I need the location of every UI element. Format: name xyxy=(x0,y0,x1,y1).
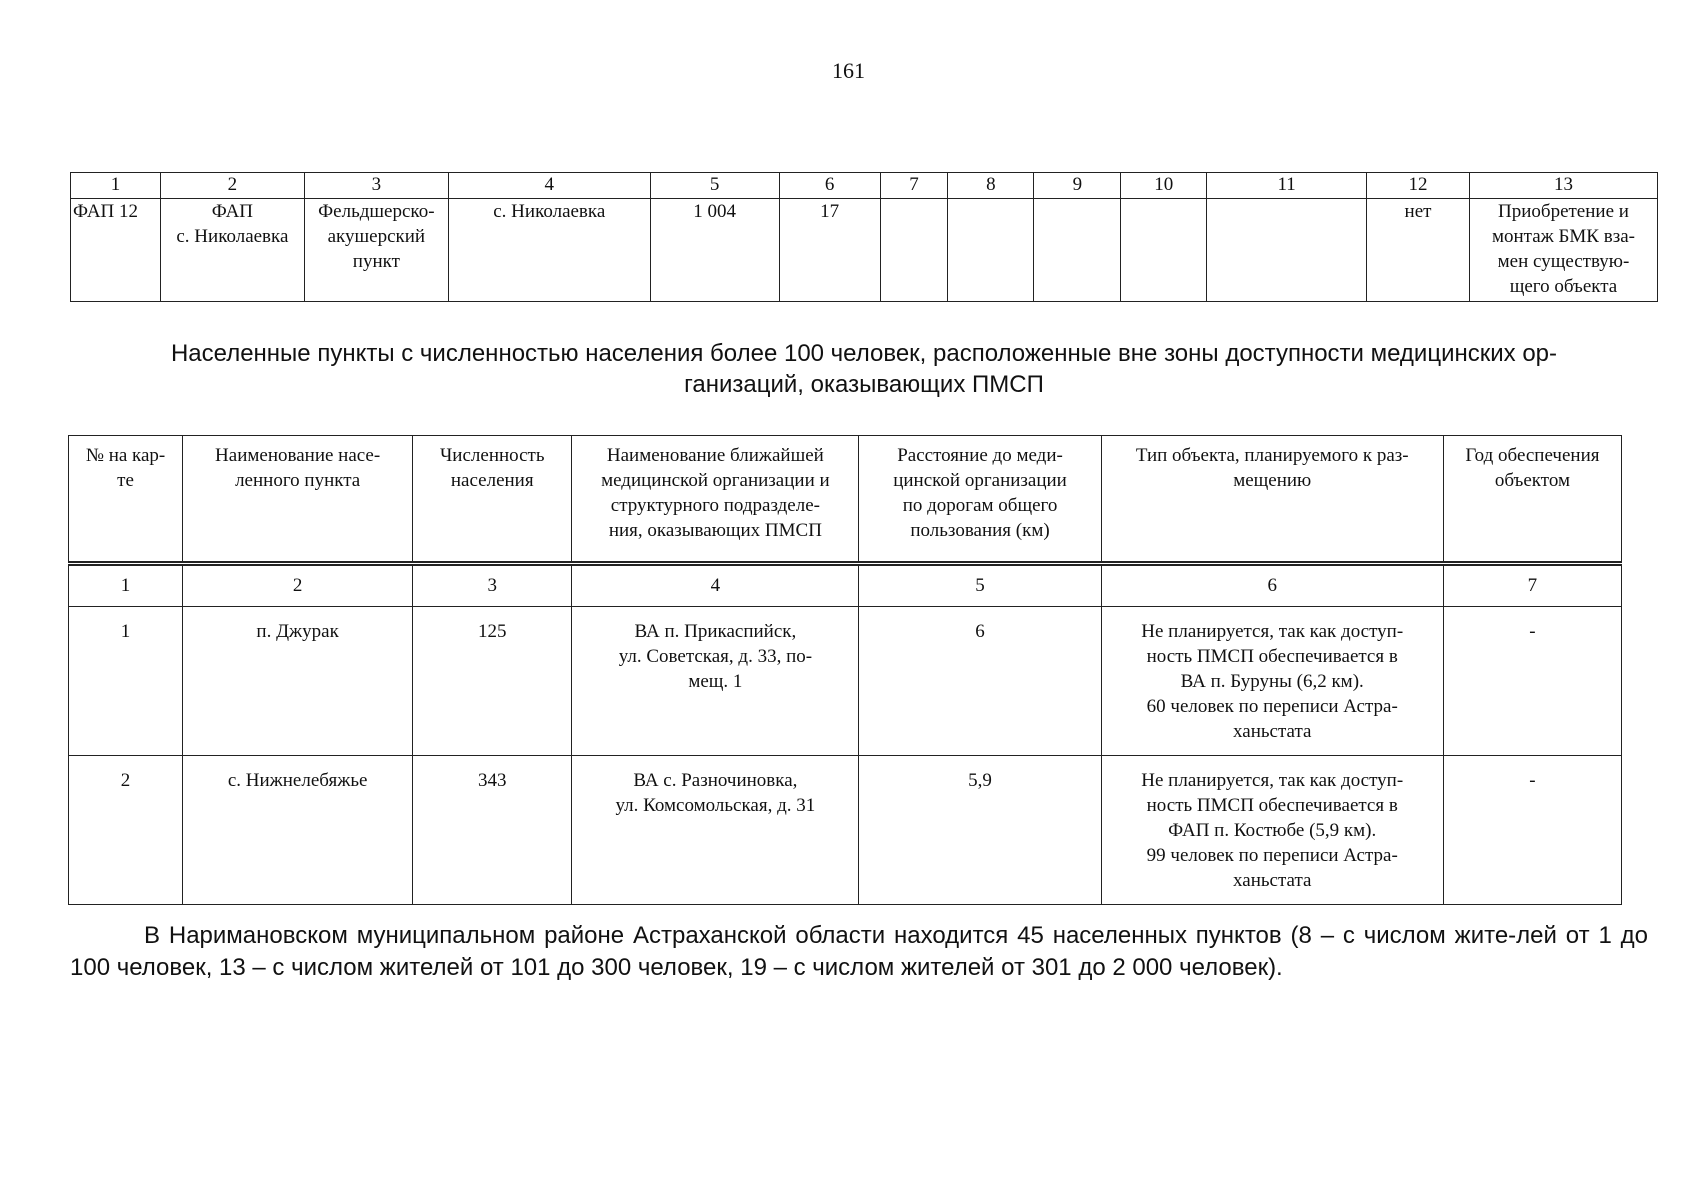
header-line: Расстояние до меди- xyxy=(897,445,1063,466)
header-object-type xyxy=(1101,436,1443,564)
empty-cell xyxy=(948,199,1034,302)
text-line: Приобретение и xyxy=(1498,201,1629,222)
header-map-number xyxy=(69,436,183,564)
column-number: 3 xyxy=(304,173,448,199)
header-line: Наименование ближайшей xyxy=(606,445,824,466)
header-line: мещению xyxy=(1233,470,1312,491)
header-line: Тип объекта, планируемого к раз- xyxy=(1135,445,1409,466)
nearest-organization xyxy=(572,607,859,756)
header-line: структурного подразделе- xyxy=(610,495,820,516)
header-line: Наименование насе- xyxy=(215,445,381,466)
population: 125 xyxy=(413,607,572,756)
page-number: 161 xyxy=(832,58,865,83)
facility-name xyxy=(160,199,304,302)
header-year xyxy=(1443,436,1621,564)
text-line: щего объекта xyxy=(1509,276,1618,297)
value-cell: нет xyxy=(1367,199,1470,302)
text-line: ФАП xyxy=(211,201,254,222)
header-population xyxy=(413,436,572,564)
settlement-name: п. Джурак xyxy=(183,607,413,756)
object-type xyxy=(1101,756,1443,905)
text-line: акушерский xyxy=(327,226,426,247)
text-line: 99 человек по переписи Астра- xyxy=(1146,845,1398,866)
map-number: 2 xyxy=(69,756,183,905)
column-number: 11 xyxy=(1207,173,1367,199)
text-line: ханьстата xyxy=(1233,721,1312,742)
empty-cell xyxy=(1034,199,1121,302)
table-row xyxy=(69,607,1622,756)
section-title xyxy=(70,338,1658,400)
text-line: с. Николаевка xyxy=(176,226,289,247)
closing-paragraph: В Наримановском муниципальном районе Астраханской области находится 45 населенных пунктов (8 – с числом жите-лей от 1 до 100 человек, 13 – с числом жителей от 101 до 300 человек, 19 – с числом жителей от 301 до 2 000 человек). xyxy=(70,922,1648,981)
text-line: ФАП п. Костюбе (5,9 км). xyxy=(1168,820,1377,841)
empty-cell xyxy=(880,199,948,302)
header-line: объектом xyxy=(1494,470,1570,491)
section-title-line: Населенные пункты с численностью населения более 100 человек, расположенные вне зоны доступности медицинских ор- xyxy=(170,340,1558,367)
column-number: 4 xyxy=(572,564,859,607)
text-line: ул. Комсомольская, д. 31 xyxy=(615,795,816,816)
text-line: ул. Советская, д. 33, по- xyxy=(618,646,813,667)
text-line: ВА п. Буруны (6,2 км). xyxy=(1180,671,1364,692)
table-row xyxy=(69,756,1622,905)
map-number: 1 xyxy=(69,607,183,756)
header-line: Численность xyxy=(439,445,545,466)
distance: 5,9 xyxy=(859,756,1101,905)
text-line: пункт xyxy=(352,251,400,272)
header-line: те xyxy=(117,470,134,491)
population: 1 004 xyxy=(650,199,779,302)
text-line: ность ПМСП обеспечивается в xyxy=(1146,646,1398,667)
facility-table-header-row xyxy=(71,173,1658,199)
text-line: ВА п. Прикаспийск, xyxy=(634,621,797,642)
table-row xyxy=(71,199,1658,302)
settlement: с. Николаевка xyxy=(448,199,650,302)
text-line: ность ПМСП обеспечивается в xyxy=(1146,795,1398,816)
column-numbers-row xyxy=(69,564,1622,607)
column-number: 9 xyxy=(1034,173,1121,199)
header-nearest-organization xyxy=(572,436,859,564)
text-line: Фельдшерско- xyxy=(318,201,435,222)
text-line: 60 человек по переписи Астра- xyxy=(1146,696,1398,717)
population: 343 xyxy=(413,756,572,905)
header-line: пользования (км) xyxy=(910,520,1050,541)
text-line: Не планируется, так как доступ- xyxy=(1141,770,1404,791)
column-number: 7 xyxy=(1443,564,1621,607)
header-line: по дорогам общего xyxy=(902,495,1058,516)
header-settlement-name xyxy=(183,436,413,564)
text-line: ханьстата xyxy=(1233,870,1312,891)
distance: 6 xyxy=(859,607,1101,756)
facility-table xyxy=(70,172,1658,302)
header-line: ленного пункта xyxy=(235,470,361,491)
column-number: 1 xyxy=(71,173,161,199)
facility-type xyxy=(304,199,448,302)
header-line: медицинской организации и xyxy=(601,470,830,491)
column-number: 3 xyxy=(413,564,572,607)
column-number: 6 xyxy=(1101,564,1443,607)
header-line: цинской организации xyxy=(893,470,1067,491)
object-type xyxy=(1101,607,1443,756)
year: - xyxy=(1443,756,1621,905)
column-number: 6 xyxy=(779,173,880,199)
settlements-table-header-row xyxy=(69,436,1622,564)
header-line: Год обеспечения xyxy=(1465,445,1600,466)
column-number: 5 xyxy=(859,564,1101,607)
text-line: Не планируется, так как доступ- xyxy=(1141,621,1404,642)
settlement-name: с. Нижнелебяжье xyxy=(183,756,413,905)
column-number: 7 xyxy=(880,173,948,199)
column-number: 2 xyxy=(160,173,304,199)
header-line: населения xyxy=(450,470,534,491)
header-line: № на кар- xyxy=(85,445,166,466)
column-number: 12 xyxy=(1367,173,1470,199)
text-line: монтаж БМК вза- xyxy=(1491,226,1635,247)
nearest-organization xyxy=(572,756,859,905)
column-number: 10 xyxy=(1121,173,1207,199)
column-number: 8 xyxy=(948,173,1034,199)
header-distance xyxy=(859,436,1101,564)
column-number: 1 xyxy=(69,564,183,607)
text-line: мен существую- xyxy=(1497,251,1630,272)
column-number: 2 xyxy=(183,564,413,607)
empty-cell xyxy=(1121,199,1207,302)
year: - xyxy=(1443,607,1621,756)
facility-code: ФАП 12 xyxy=(71,199,161,302)
section-title-line: ганизаций, оказывающих ПМСП xyxy=(684,371,1044,398)
settlements-table xyxy=(68,435,1622,905)
column-number: 13 xyxy=(1469,173,1657,199)
empty-cell xyxy=(1207,199,1367,302)
text-line: мещ. 1 xyxy=(688,671,743,692)
value-cell: 17 xyxy=(779,199,880,302)
column-number: 4 xyxy=(448,173,650,199)
text-line: ВА с. Разночиновка, xyxy=(633,770,798,791)
column-number: 5 xyxy=(650,173,779,199)
planned-action xyxy=(1469,199,1657,302)
header-line: ния, оказывающих ПМСП xyxy=(608,520,822,541)
